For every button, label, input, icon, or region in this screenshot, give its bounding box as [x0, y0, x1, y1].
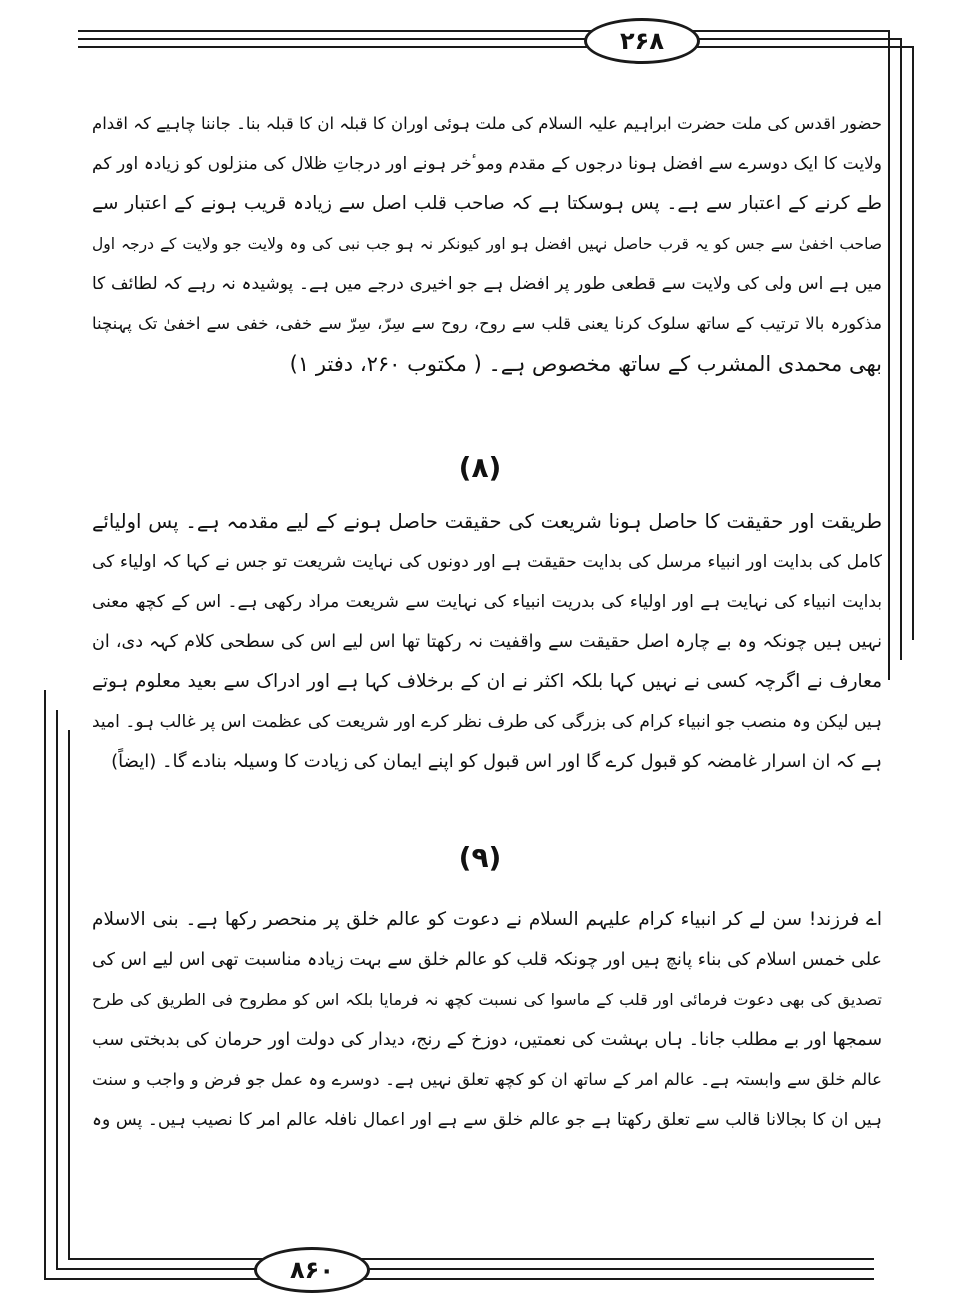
text-line: ہیں ان کا بجالانا قالب سے تعلق رکھتا ہے جو عالم خلق سے ہے اور اعمال نافلہ عالم امر کا نصیب ہیں۔ پس وہ: [92, 1110, 882, 1130]
section-8-paragraph: [92, 502, 882, 782]
frame-right-line-2: [900, 38, 902, 660]
frame-right-line-1: [888, 30, 890, 680]
frame-bottom-line-3: [68, 1258, 874, 1260]
top-page-number-text: ۲۶۸: [620, 27, 664, 55]
section-8-heading: (۸): [458, 451, 502, 484]
frame-bottom-line-1: [44, 1278, 874, 1280]
text-line: طے کرنے کے اعتبار سے ہے۔ پس ہوسکتا ہے کہ صاحب قلب اصل سے زیادہ قریب ہونے کے اعتبار سے: [92, 193, 882, 214]
text-line: ولایت کا ایک دوسرے سے افضل ہونا درجوں کے مقدم وموٴخر ہونے اور درجاتِ ظلال کی منزلوں کو زیادہ اور کم: [92, 154, 882, 174]
text-line: بھی محمدی المشرب کے ساتھ مخصوص ہے۔ ( مکتوب ۲۶۰، دفتر ۱): [289, 352, 882, 376]
text-line: مذکورہ بالا ترتیب کے ساتھ سلوک کرنا یعنی قلب سے روح، روح سے سِرّ، سِرّ سے خفی، خفی سے اخفیٰ تک پہنچنا: [92, 314, 882, 333]
top-page-number: [584, 18, 700, 64]
text-line: معارف نے اگرچہ کسی نے نہیں کہا بلکہ اکثر نے ان کے برخلاف کہا ہے اور ادراک سے بعید معلوم ہوتے: [92, 671, 882, 692]
section-9-paragraph: [92, 900, 882, 1140]
text-line: عالم خلق سے وابستہ ہے۔ عالم امر کے ساتھ ان کو کچھ تعلق نہیں ہے۔ دوسرے وہ عمل جو فرض و واجب و سنت: [92, 1070, 882, 1089]
text-line: سمجھا اور بے مطلب جانا۔ ہاں بہشت کی نعمتیں، دوزخ کے رنج، دیدار کی دولت اور حرمان کی بدبختی سب: [92, 1030, 882, 1050]
frame-left-line-1: [44, 690, 46, 1280]
frame-top-line-1: [78, 30, 888, 32]
section-9-heading: (۹): [458, 841, 502, 874]
text-line: بدایت انبیاء کی نہایت ہے اور اولیاء کی بدریت انبیاء کی نہایت سے شریعت مراد رکھی ہے۔ اس کے کچھ معنی: [92, 592, 882, 612]
text-line: کامل کی بدایت اور انبیاء مرسل کی بدایت حقیقت ہے اور دونوں کی نہایت شریعت تو جس نے کہا کہ اولیاء کی: [92, 552, 882, 572]
bottom-page-number: [254, 1247, 370, 1293]
text-line: ہے کہ ان اسرار غامضہ کو قبول کرے گا اور اس قبول کو اپنے ایمان کی زیادت کا وسیلہ بنادے گا۔ (ایضاً): [111, 751, 882, 772]
text-line: صاحب اخفیٰ سے جس کو یہ قرب حاصل نہیں افضل ہو اور کیونکر نہ ہو جب نبی کی وہ ولایت جو ولایت کے درجہ اول: [92, 235, 882, 253]
frame-top-line-3: [78, 46, 912, 48]
text-line: طریقت اور حقیقت کا حاصل ہونا شریعت کی حقیقت حاصل ہونے کے لیے مقدمہ ہے۔ پس اولیائے: [92, 510, 882, 533]
frame-left-line-2: [56, 710, 58, 1270]
text-line: اے فرزند! سن لے کر انبیاء کرام علیہم السلام نے دعوت کو عالم خلق پر منحصر رکھا ہے۔ بنی الاسلام: [92, 909, 882, 930]
text-line: تصدیق کی بھی دعوت فرمائی اور قلب کے ماسوا کی نسبت کچھ نہ فرمایا بلکہ اس کو مطروح فی الطریق کی طرح: [92, 990, 882, 1009]
text-line: ہیں لیکن وہ منصب جو انبیاء کرام کی بزرگی کی طرف نظر کرے اور شریعت کی عظمت اس پر غالب ہو۔ امید: [92, 712, 882, 732]
frame-top-line-2: [78, 38, 900, 40]
frame-left-line-3: [68, 730, 70, 1260]
frame-right-line-3: [912, 46, 914, 640]
text-line: میں ہے اس ولی کی ولایت سے قطعی طور پر افضل ہے جو اخیری درجے میں ہے۔ پوشیدہ نہ رہے کہ لطائف کا: [92, 274, 882, 294]
text-line: علی خمس اسلام کی بناء پانچ ہیں اور چونکہ قلب کو عالم خلق سے بہت زیادہ مناسبت تھی اس لیے اس کی: [92, 950, 882, 970]
frame-bottom-line-2: [56, 1268, 874, 1270]
text-line: حضور اقدس کی ملت حضرت ابراہیم علیہ السلام کی ملت ہوئی اوران کا قبلہ ان کا قبلہ بنا۔ جاننا چاہیے کہ اقدام: [92, 114, 882, 133]
bottom-page-number-text: ۸۶۰: [290, 1256, 334, 1284]
intro-paragraph: [92, 104, 882, 384]
text-line: نہیں ہیں چونکہ وہ بے چارہ اصل حقیقت سے واقفیت نہ رکھتا تھا اس لیے اس کی سطحی کلام کہہ دی، ان: [92, 632, 882, 652]
